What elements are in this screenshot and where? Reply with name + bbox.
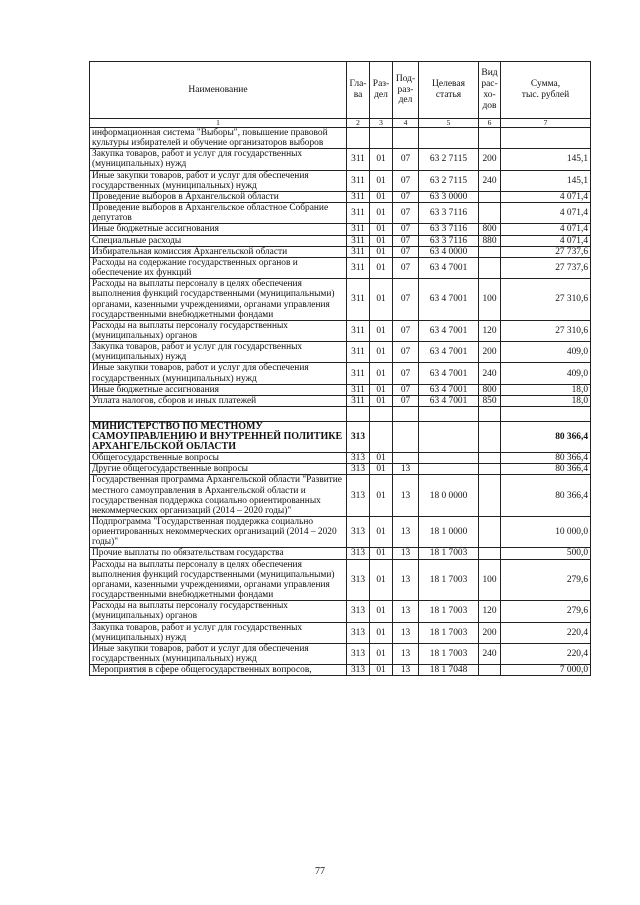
header-type [479, 62, 501, 119]
column-number: 6 [479, 119, 501, 128]
cell-chapter: 311 [347, 320, 370, 341]
cell-section: 01 [370, 665, 393, 676]
cell-target: 18 1 7003 [419, 601, 479, 622]
cell-sum: 220,4 [501, 622, 591, 643]
cell-subsection: 07 [393, 246, 419, 257]
cell-sum: 409,0 [501, 363, 591, 384]
cell-name: Закупка товаров, работ и услуг для государственных (муниципальных) нужд [90, 622, 347, 643]
cell-chapter: 313 [347, 548, 370, 559]
cell-target: 18 1 7003 [419, 548, 479, 559]
cell-sum: 4 071,4 [501, 191, 591, 202]
cell-section: 01 [370, 548, 393, 559]
cell-section: 01 [370, 191, 393, 202]
cell-name: Проведение выборов в Архангельской области [90, 191, 347, 202]
cell-sum: 27 310,6 [501, 279, 591, 321]
cell-section [370, 128, 393, 149]
cell-subsection: 07 [393, 257, 419, 278]
cell-chapter: 313 [347, 643, 370, 664]
cell-type [479, 191, 501, 202]
cell-chapter: 313 [347, 422, 370, 453]
table-row [90, 407, 591, 422]
cell-sum: 27 310,6 [501, 320, 591, 341]
cell-sum: 4 071,4 [501, 203, 591, 224]
cell-chapter: 313 [347, 665, 370, 676]
cell-target: 18 1 7048 [419, 665, 479, 676]
cell-target: 18 0 0000 [419, 475, 479, 517]
table-row [90, 279, 591, 321]
cell-target: 63 4 7001 [419, 257, 479, 278]
cell-target: 63 4 7001 [419, 363, 479, 384]
table-row [90, 246, 591, 257]
cell-subsection: 07 [393, 224, 419, 235]
cell-chapter: 311 [347, 257, 370, 278]
table-row [90, 224, 591, 235]
cell-section: 01 [370, 224, 393, 235]
cell-chapter: 311 [347, 279, 370, 321]
cell-type [479, 453, 501, 464]
cell-target [419, 407, 479, 422]
table-row [90, 128, 591, 149]
cell-section: 01 [370, 170, 393, 191]
cell-target: 63 4 0000 [419, 246, 479, 257]
cell-name: Иные бюджетные ассигнования [90, 224, 347, 235]
cell-sum: 80 366,4 [501, 422, 591, 453]
cell-name: Уплата налогов, сборов и иных платежей [90, 395, 347, 406]
header-chapter [347, 62, 370, 119]
cell-chapter: 311 [347, 149, 370, 170]
cell-target: 18 1 7003 [419, 622, 479, 643]
cell-sum: 18,0 [501, 384, 591, 395]
cell-type: 100 [479, 559, 501, 601]
cell-type [479, 128, 501, 149]
cell-subsection: 07 [393, 149, 419, 170]
header-sum-text: Сумма, тыс. рублей [521, 79, 570, 100]
table-row [90, 170, 591, 191]
cell-name: Расходы на выплаты персоналу государственных (муниципальных) органов [90, 320, 347, 341]
cell-target [419, 453, 479, 464]
cell-chapter: 311 [347, 395, 370, 406]
table-row [90, 320, 591, 341]
cell-subsection: 13 [393, 517, 419, 548]
cell-subsection [393, 407, 419, 422]
cell-type [479, 246, 501, 257]
cell-subsection: 07 [393, 191, 419, 202]
column-number: 5 [419, 119, 479, 128]
cell-section: 01 [370, 464, 393, 475]
column-number: 7 [501, 119, 591, 128]
cell-section: 01 [370, 453, 393, 464]
cell-chapter: 311 [347, 363, 370, 384]
cell-target: 18 1 0000 [419, 517, 479, 548]
cell-subsection: 13 [393, 601, 419, 622]
cell-sum: 500,0 [501, 548, 591, 559]
table-row [90, 257, 591, 278]
table-row [90, 622, 591, 643]
header-sum [501, 62, 591, 119]
page-number: 77 [315, 866, 325, 877]
cell-target: 63 4 7001 [419, 342, 479, 363]
cell-name: Расходы на выплаты персоналу в целях обеспечения выполнения функций государственными (муниципальными) органами, казенными учреждениями, органами управления государственными внебюджетными фондами [90, 279, 347, 321]
cell-subsection [393, 422, 419, 453]
table-row [90, 601, 591, 622]
cell-subsection: 13 [393, 643, 419, 664]
cell-chapter: 311 [347, 224, 370, 235]
cell-type: 240 [479, 643, 501, 664]
cell-type [479, 257, 501, 278]
table-row [90, 475, 591, 517]
cell-target: 63 3 0000 [419, 191, 479, 202]
cell-target [419, 128, 479, 149]
cell-sum: 10 000,0 [501, 517, 591, 548]
cell-section: 01 [370, 384, 393, 395]
cell-type: 240 [479, 363, 501, 384]
cell-subsection: 13 [393, 622, 419, 643]
cell-name: Общегосударственные вопросы [90, 453, 347, 464]
cell-subsection: 07 [393, 342, 419, 363]
cell-subsection: 13 [393, 548, 419, 559]
cell-subsection: 07 [393, 395, 419, 406]
table-row [90, 517, 591, 548]
cell-chapter: 313 [347, 517, 370, 548]
cell-name: Государственная программа Архангельской области "Развитие местного самоуправления в Архангельской области и государственная поддержка социально ориентированных некоммерческих организаций (2014 – 2020 годы)" [90, 475, 347, 517]
cell-sum: 145,1 [501, 170, 591, 191]
cell-section: 01 [370, 246, 393, 257]
table-row [90, 453, 591, 464]
cell-name: Избирательная комиссия Архангельской области [90, 246, 347, 257]
cell-type: 200 [479, 622, 501, 643]
table-header-row [90, 62, 591, 119]
cell-type: 120 [479, 601, 501, 622]
cell-sum: 18,0 [501, 395, 591, 406]
cell-type: 100 [479, 279, 501, 321]
cell-type: 240 [479, 170, 501, 191]
cell-type [479, 665, 501, 676]
header-target-text: Целевая статья [432, 79, 465, 100]
cell-section: 01 [370, 320, 393, 341]
cell-subsection: 07 [393, 279, 419, 321]
header-type-text: Вид рас- хо- дов [481, 68, 498, 111]
cell-name: Расходы на выплаты персоналу государственных (муниципальных) органов [90, 601, 347, 622]
cell-subsection: 13 [393, 559, 419, 601]
table-row [90, 422, 591, 453]
cell-sum [501, 128, 591, 149]
cell-name: Иные бюджетные ассигнования [90, 384, 347, 395]
cell-sum: 145,1 [501, 149, 591, 170]
cell-target: 63 4 7001 [419, 395, 479, 406]
cell-chapter: 311 [347, 342, 370, 363]
cell-type [479, 475, 501, 517]
cell-type: 200 [479, 149, 501, 170]
table-row [90, 342, 591, 363]
cell-sum: 279,6 [501, 601, 591, 622]
cell-sum: 279,6 [501, 559, 591, 601]
cell-section: 01 [370, 475, 393, 517]
cell-name: Проведение выборов в Архангельское областное Собрание депутатов [90, 203, 347, 224]
cell-name: Закупка товаров, работ и услуг для государственных (муниципальных) нужд [90, 149, 347, 170]
cell-section: 01 [370, 203, 393, 224]
cell-sum: 27 737,6 [501, 257, 591, 278]
column-number-row [90, 119, 591, 128]
table-row [90, 149, 591, 170]
cell-chapter: 311 [347, 235, 370, 246]
cell-subsection: 07 [393, 203, 419, 224]
cell-type [479, 407, 501, 422]
cell-section: 01 [370, 395, 393, 406]
header-subsection [393, 62, 419, 119]
header-section-text: Раз- дел [372, 79, 390, 100]
cell-chapter: 311 [347, 246, 370, 257]
cell-name: Расходы на содержание государственных органов и обеспечение их функций [90, 257, 347, 278]
cell-target: 18 1 7003 [419, 643, 479, 664]
cell-target: 63 4 7001 [419, 320, 479, 341]
header-name-text: Наименование [188, 84, 248, 95]
cell-type: 800 [479, 224, 501, 235]
column-number: 2 [347, 119, 370, 128]
cell-section: 01 [370, 235, 393, 246]
cell-chapter: 311 [347, 384, 370, 395]
cell-target: 63 3 7116 [419, 224, 479, 235]
table-row [90, 643, 591, 664]
cell-chapter: 311 [347, 191, 370, 202]
cell-type: 880 [479, 235, 501, 246]
cell-type: 800 [479, 384, 501, 395]
cell-section: 01 [370, 342, 393, 363]
table-row [90, 665, 591, 676]
table-row [90, 235, 591, 246]
cell-section: 01 [370, 601, 393, 622]
cell-section [370, 407, 393, 422]
cell-chapter: 311 [347, 203, 370, 224]
cell-target: 63 2 7115 [419, 170, 479, 191]
cell-name: Расходы на выплаты персоналу в целях обеспечения выполнения функций государственными (муниципальными) органами, казенными учреждениями, органами управления государственными внебюджетными фондами [90, 559, 347, 601]
cell-type: 200 [479, 342, 501, 363]
table-row [90, 191, 591, 202]
header-name [90, 62, 347, 119]
cell-name: Другие общегосударственные вопросы [90, 464, 347, 475]
budget-table [89, 61, 591, 676]
cell-type [479, 203, 501, 224]
cell-section: 01 [370, 149, 393, 170]
cell-name: Закупка товаров, работ и услуг для государственных (муниципальных) нужд [90, 342, 347, 363]
cell-chapter: 313 [347, 453, 370, 464]
cell-subsection: 13 [393, 475, 419, 517]
cell-subsection: 07 [393, 363, 419, 384]
cell-sum: 7 000,0 [501, 665, 591, 676]
header-chapter-text: Гла- ва [349, 79, 367, 100]
cell-name: Специальные расходы [90, 235, 347, 246]
cell-section [370, 422, 393, 453]
cell-name: МИНИСТЕРСТВО ПО МЕСТНОМУ САМОУПРАВЛЕНИЮ И ВНУТРЕННЕЙ ПОЛИТИКЕ АРХАНГЕЛЬСКОЙ ОБЛАСТИ [90, 422, 347, 453]
table-row [90, 395, 591, 406]
cell-section: 01 [370, 643, 393, 664]
cell-target: 63 2 7115 [419, 149, 479, 170]
cell-target: 63 4 7001 [419, 279, 479, 321]
cell-type [479, 464, 501, 475]
cell-chapter [347, 407, 370, 422]
cell-name: Мероприятия в сфере общегосударственных вопросов, [90, 665, 347, 676]
cell-type [479, 517, 501, 548]
cell-sum: 4 071,4 [501, 224, 591, 235]
cell-target: 63 3 7116 [419, 203, 479, 224]
cell-chapter: 313 [347, 475, 370, 517]
cell-chapter: 313 [347, 464, 370, 475]
column-number: 3 [370, 119, 393, 128]
cell-name: Иные закупки товаров, работ и услуг для обеспечения государственных (муниципальных) нужд [90, 170, 347, 191]
header-section [370, 62, 393, 119]
header-subsection-text: Под- раз- дел [395, 73, 416, 106]
cell-type [479, 422, 501, 453]
cell-section: 01 [370, 622, 393, 643]
cell-chapter: 313 [347, 559, 370, 601]
table-row [90, 203, 591, 224]
cell-subsection: 07 [393, 235, 419, 246]
cell-subsection: 07 [393, 320, 419, 341]
cell-type: 850 [479, 395, 501, 406]
cell-name: Иные закупки товаров, работ и услуг для обеспечения государственных (муниципальных) нужд [90, 363, 347, 384]
cell-name [90, 407, 347, 422]
cell-section: 01 [370, 257, 393, 278]
cell-sum: 27 737,6 [501, 246, 591, 257]
cell-section: 01 [370, 363, 393, 384]
cell-subsection [393, 128, 419, 149]
cell-target: 63 3 7116 [419, 235, 479, 246]
cell-sum: 409,0 [501, 342, 591, 363]
cell-type: 120 [479, 320, 501, 341]
cell-type [479, 548, 501, 559]
cell-sum: 4 071,4 [501, 235, 591, 246]
cell-section: 01 [370, 517, 393, 548]
cell-name: Прочие выплаты по обязательствам государства [90, 548, 347, 559]
cell-subsection: 07 [393, 384, 419, 395]
table-row [90, 363, 591, 384]
cell-section: 01 [370, 559, 393, 601]
cell-target: 63 4 7001 [419, 384, 479, 395]
cell-name: Подпрограмма "Государственная поддержка социально ориентированных некоммерческих организаций (2014 – 2020 годы)" [90, 517, 347, 548]
table-row [90, 464, 591, 475]
cell-chapter [347, 128, 370, 149]
table-row [90, 559, 591, 601]
header-target [419, 62, 479, 119]
cell-name: Иные закупки товаров, работ и услуг для обеспечения государственных (муниципальных) нужд [90, 643, 347, 664]
cell-section: 01 [370, 279, 393, 321]
cell-chapter: 311 [347, 170, 370, 191]
cell-chapter: 313 [347, 601, 370, 622]
table-body [90, 128, 591, 676]
cell-sum: 220,4 [501, 643, 591, 664]
cell-sum: 80 366,4 [501, 464, 591, 475]
column-number: 4 [393, 119, 419, 128]
cell-subsection: 13 [393, 464, 419, 475]
cell-target: 18 1 7003 [419, 559, 479, 601]
cell-sum [501, 407, 591, 422]
table-row [90, 384, 591, 395]
cell-name: информационная система "Выборы", повышение правовой культуры избирателей и обучение организаторов выборов [90, 128, 347, 149]
cell-sum: 80 366,4 [501, 475, 591, 517]
cell-subsection [393, 453, 419, 464]
cell-sum: 80 366,4 [501, 453, 591, 464]
cell-subsection: 13 [393, 665, 419, 676]
table-row [90, 548, 591, 559]
cell-chapter: 313 [347, 622, 370, 643]
cell-target [419, 464, 479, 475]
cell-subsection: 07 [393, 170, 419, 191]
column-number: 1 [90, 119, 347, 128]
cell-target [419, 422, 479, 453]
